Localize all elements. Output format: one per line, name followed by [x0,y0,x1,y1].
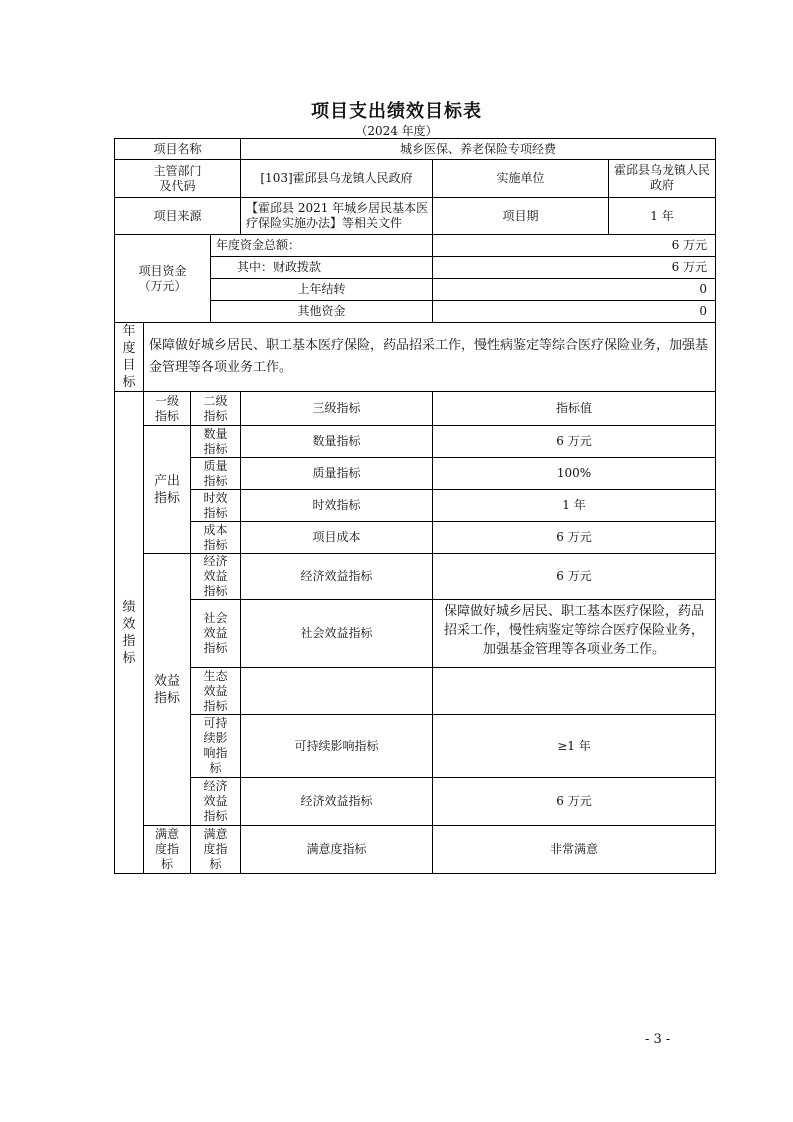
value-quantity: 6 万元 [433,426,716,458]
funds-carry-label: 上年结转 [211,279,433,301]
funds-other-value: 0 [433,301,716,323]
benefit-indicator-label: 效益 指标 [144,554,191,826]
funds-total-label: 年度资金总额： [211,235,433,257]
l3-social: 社会效益指标 [241,600,433,668]
project-name-label: 项目名称 [115,139,241,160]
l3-sustainable: 可持续影响指标 [241,715,433,778]
l3-satisfaction: 满意度指标 [241,826,433,874]
value-social: 保障做好城乡居民、职工基本医疗保险，药品招采工作，慢性病鉴定等综合医疗保险业务，加强基金管理等各项业务工作。 [433,600,716,668]
performance-table [114,138,716,874]
value-timeliness: 1 年 [433,490,716,522]
value-sustainable: ≥1 年 [433,715,716,778]
value-cost: 6 万元 [433,522,716,554]
value-quality: 100% [433,458,716,490]
impl-unit-label: 实施单位 [433,160,609,198]
dept-value: [103]霍邱县乌龙镇人民政府 [241,160,433,198]
source-label: 项目来源 [115,198,241,235]
l3-economic: 经济效益指标 [241,554,433,600]
performance-label: 绩 效 指 标 [115,392,144,874]
header-value: 指标值 [433,392,716,426]
l3-ecological [241,668,433,715]
value-ecological [433,668,716,715]
source-value: 【霍邱县 2021 年城乡居民基本医疗保险实施办法】等相关文件 [241,198,433,235]
l2-social: 社会 效益 指标 [191,600,241,668]
l2-economic-2: 经济 效益 指标 [191,778,241,826]
l3-economic-2: 经济效益指标 [241,778,433,826]
period-value: 1 年 [609,198,716,235]
l2-timeliness: 时效 指标 [191,490,241,522]
l2-economic: 经济 效益 指标 [191,554,241,600]
period-label: 项目期 [433,198,609,235]
satisfaction-indicator-label: 满意 度指 标 [144,826,191,874]
funds-fiscal-label: 其中：财政拨款 [211,257,433,279]
l3-quantity: 数量指标 [241,426,433,458]
annual-goal-label: 年 度 目 标 [115,323,144,392]
header-level1: 一级 指标 [144,392,191,426]
funds-total-value: 6 万元 [433,235,716,257]
l3-quality: 质量指标 [241,458,433,490]
funds-fiscal-value: 6 万元 [433,257,716,279]
l2-quantity: 数量 指标 [191,426,241,458]
l2-satisfaction: 满意 度指 标 [191,826,241,874]
l3-timeliness: 时效指标 [241,490,433,522]
dept-label: 主管部门 及代码 [115,160,241,198]
value-satisfaction: 非常满意 [433,826,716,874]
impl-unit-value: 霍邱县乌龙镇人民政府 [609,160,716,198]
funds-other-label: 其他资金 [211,301,433,323]
output-indicator-label: 产出 指标 [144,426,191,554]
l2-quality: 质量 指标 [191,458,241,490]
page-title: 项目支出绩效目标表 [311,101,482,122]
l2-cost: 成本 指标 [191,522,241,554]
header-level2: 二级 指标 [191,392,241,426]
value-economic-2: 6 万元 [433,778,716,826]
year-subtitle: （2024 年度） [355,124,438,138]
l2-sustainable: 可持 续影 响指 标 [191,715,241,778]
project-name-value: 城乡医保、养老保险专项经费 [241,139,716,160]
annual-goal-text: 保障做好城乡居民、职工基本医疗保险，药品招采工作，慢性病鉴定等综合医疗保险业务，加强基金管理等各项业务工作。 [144,323,716,392]
l2-ecological: 生态 效益 指标 [191,668,241,715]
funds-carry-value: 0 [433,279,716,301]
header-level3: 三级指标 [241,392,433,426]
l3-cost: 项目成本 [241,522,433,554]
page-number: - 3 - [645,1032,671,1047]
value-economic: 6 万元 [433,554,716,600]
funds-label: 项目资金 （万元） [115,235,211,323]
